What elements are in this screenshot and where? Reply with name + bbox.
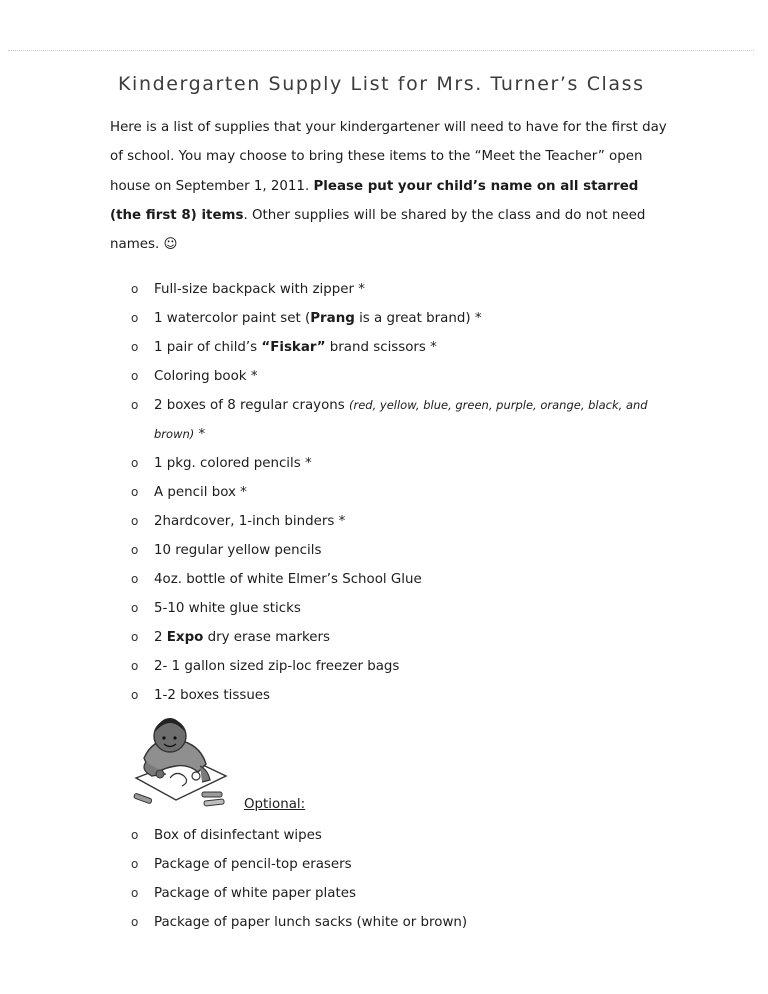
bullet-icon: o <box>131 311 139 325</box>
item-text: A pencil box * <box>154 485 247 500</box>
item-text: 10 regular yellow pencils <box>154 543 322 558</box>
bullet-icon: o <box>131 572 139 586</box>
item-text: Box of disinfectant wipes <box>154 828 322 843</box>
item-text: 2 boxes of 8 regular crayons (red, yellow, blue, green, purple, orange, black, and brown) * <box>154 398 648 442</box>
item-text: 1 pair of child’s “Fiskar” brand scissors * <box>154 340 437 355</box>
item-text: Package of paper lunch sacks (white or brown) <box>154 915 468 930</box>
intro-text-end: . Other supplies will be shared by the class and do not need names. ☺ <box>110 207 646 253</box>
bullet-icon: o <box>131 514 139 528</box>
bullet-icon: o <box>131 601 139 615</box>
bullet-icon: o <box>131 485 139 499</box>
item-text: 4oz. bottle of white Elmer’s School Glue <box>154 572 422 587</box>
intro-paragraph <box>110 113 670 259</box>
bullet-icon: o <box>131 340 139 354</box>
optional-heading: Optional: <box>244 797 306 812</box>
page-title: Kindergarten Supply List for Mrs. Turner’s Class <box>118 73 645 95</box>
bullet-icon: o <box>131 543 139 557</box>
item-text: 2 Expo dry erase markers <box>154 630 330 645</box>
bullet-icon: o <box>131 282 139 296</box>
bullet-icon: o <box>131 857 139 871</box>
item-text: 2hardcover, 1-inch binders * <box>154 514 346 529</box>
item-text: Package of pencil-top erasers <box>154 857 352 872</box>
item-text: 5-10 white glue sticks <box>154 601 301 616</box>
item-text: 2- 1 gallon sized zip-loc freezer bags <box>154 659 400 674</box>
intro-text: Here is a list of supplies that your kindergartener will need to have for the first day of school. You may choose to bring these items to the “Meet the Teacher” open house on September 1, 2011. <box>110 120 667 194</box>
item-text: Coloring book * <box>154 369 258 384</box>
item-text: 1-2 boxes tissues <box>154 688 271 703</box>
bullet-icon: o <box>131 630 139 644</box>
item-text: 1 watercolor paint set (Prang is a great brand) * <box>154 311 482 326</box>
intro-bold-instruction: Please put your child’s name on all starred (the first 8) items <box>110 178 639 223</box>
scan-edge-line <box>8 50 754 51</box>
bullet-icon: o <box>131 828 139 842</box>
bullet-icon: o <box>131 915 139 929</box>
item-text: 1 pkg. colored pencils * <box>154 456 312 471</box>
bullet-icon: o <box>131 886 139 900</box>
item-text: Package of white paper plates <box>154 886 356 901</box>
bullet-icon: o <box>131 398 139 412</box>
bullet-icon: o <box>131 659 139 673</box>
child-coloring-illustration <box>130 712 240 812</box>
bullet-icon: o <box>131 456 139 470</box>
item-text: Full-size backpack with zipper * <box>154 282 365 297</box>
bullet-icon: o <box>131 688 139 702</box>
bullet-icon: o <box>131 369 139 383</box>
